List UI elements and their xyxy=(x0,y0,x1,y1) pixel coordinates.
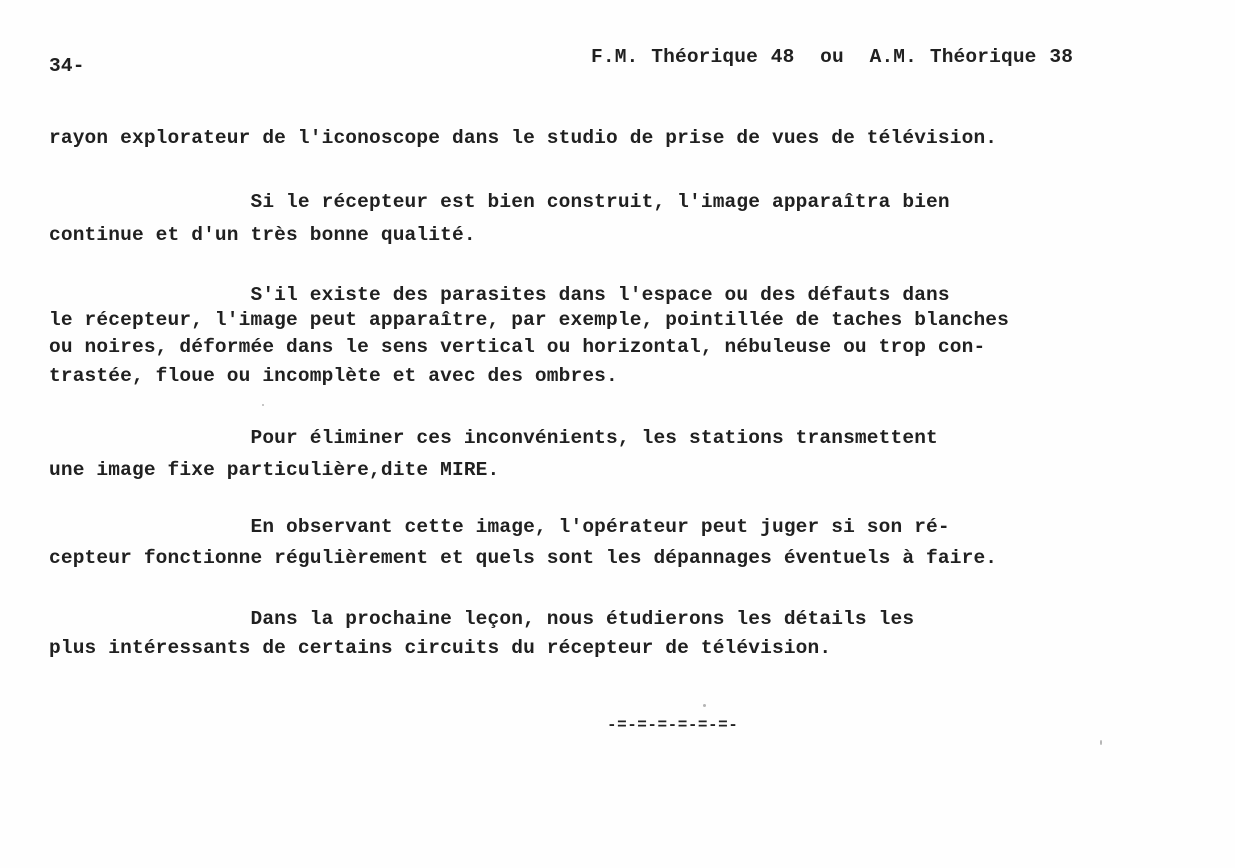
text-line: En observant cette image, l'opérateur peut juger si son ré- xyxy=(49,516,950,538)
page-header: F.M. Théorique 48 ou A.M. Théorique 38 xyxy=(591,46,1074,68)
text-line: plus intéressants de certains circuits du récepteur de télévision. xyxy=(49,637,832,659)
text-line: cepteur fonctionne régulièrement et quels sont les dépannages éventuels à faire. xyxy=(49,547,998,569)
text-line: Dans la prochaine leçon, nous étudierons les détails les xyxy=(49,608,915,630)
scan-speck xyxy=(703,704,706,707)
text-line: le récepteur, l'image peut apparaître, par exemple, pointillée de taches blanches xyxy=(49,309,1010,331)
text-line: continue et d'un très bonne qualité. xyxy=(49,224,476,246)
scan-speck xyxy=(262,404,264,406)
page-number: 34- xyxy=(49,55,85,77)
text-line: ou noires, déformée dans le sens vertical ou horizontal, nébuleuse ou trop con- xyxy=(49,336,986,358)
text-line: une image fixe particulière,dite MIRE. xyxy=(49,459,500,481)
text-line: trastée, floue ou incomplète et avec des ombres. xyxy=(49,365,618,387)
scan-speck xyxy=(1100,740,1102,745)
text-line: Pour éliminer ces inconvénients, les stations transmettent xyxy=(49,427,938,449)
text-line: rayon explorateur de l'iconoscope dans le studio de prise de vues de télévision. xyxy=(49,127,998,149)
text-line: S'il existe des parasites dans l'espace ou des défauts dans xyxy=(49,284,950,306)
text-line: Si le récepteur est bien construit, l'image apparaîtra bien xyxy=(49,191,950,213)
end-separator: -=-=-=-=-=-=- xyxy=(607,716,739,734)
